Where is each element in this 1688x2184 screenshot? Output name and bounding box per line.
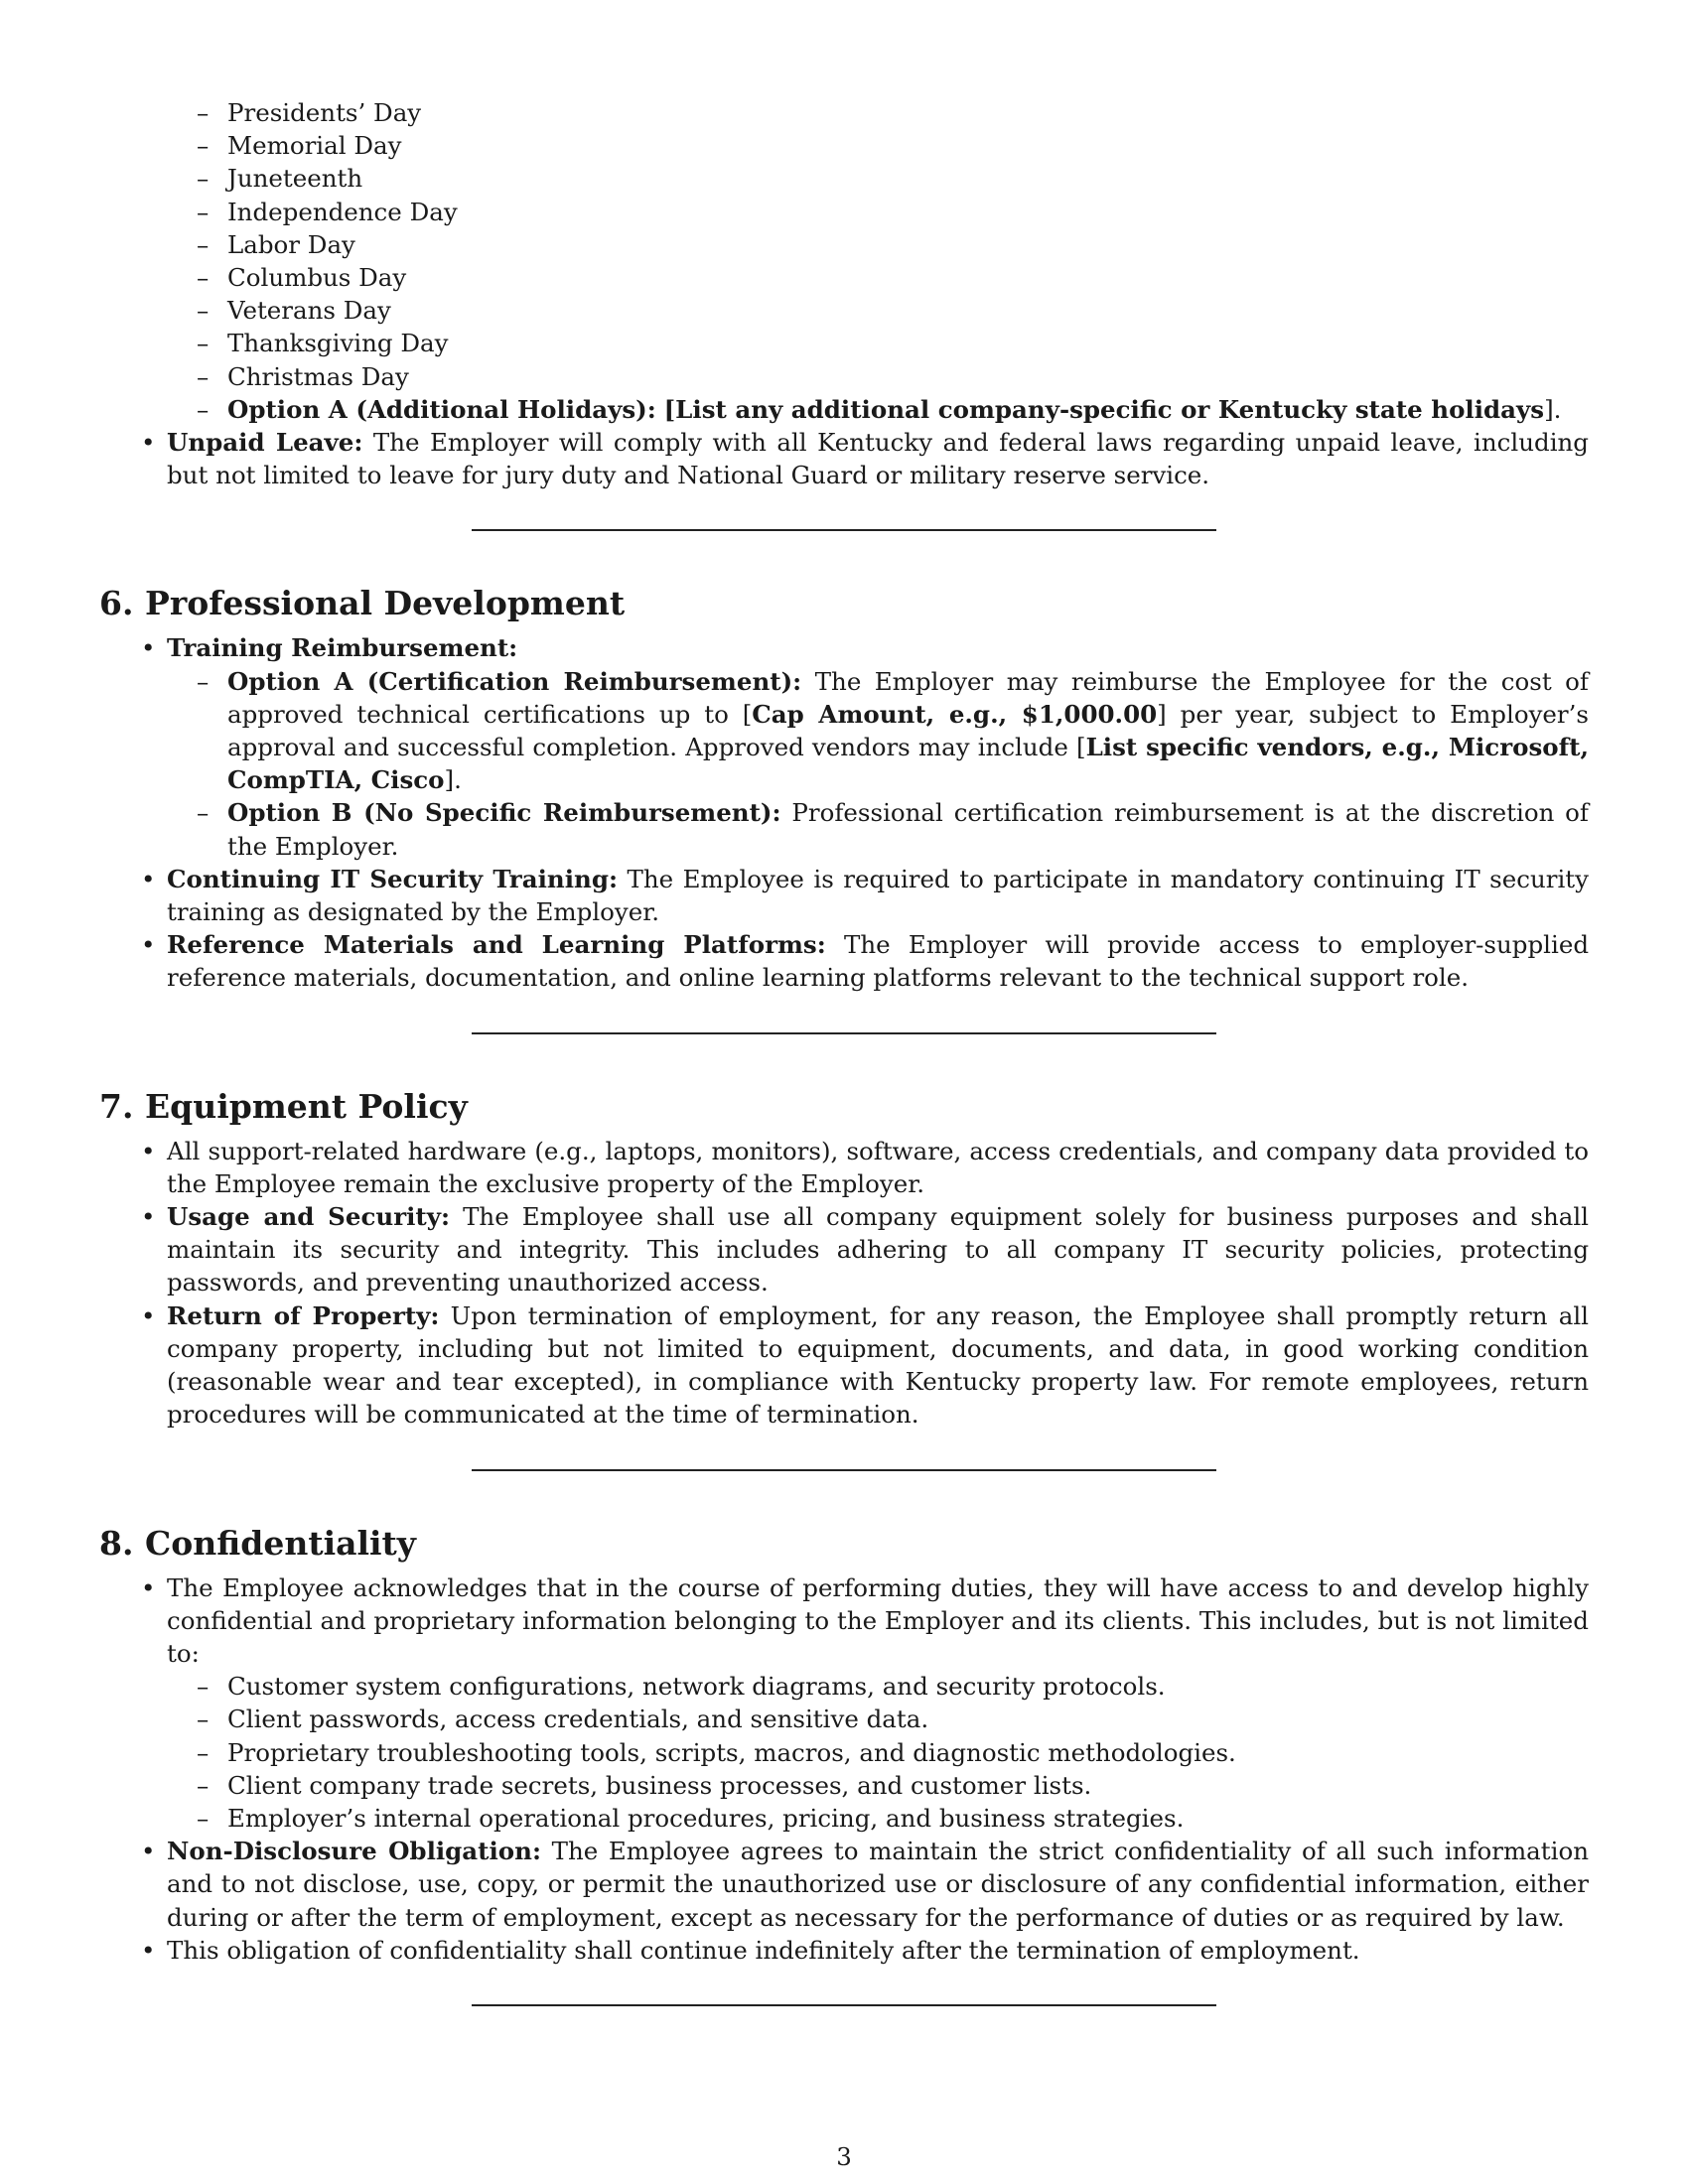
item-text: ] per year, subject to Employer’s approval and successful completion. Approved vendors may include [	[227, 699, 1589, 762]
reference-materials-item	[99, 928, 1589, 994]
list-item: – Presidents’ Day	[99, 96, 1589, 129]
list-item: – Client passwords, access credentials, and sensitive data.	[167, 1703, 1589, 1735]
option-label: Option A (Certification Reimbursement):	[227, 666, 802, 696]
list-item: – Columbus Day	[99, 261, 1589, 294]
section-heading-7	[99, 1087, 1589, 1127]
holiday-list	[99, 96, 1589, 426]
page-content	[99, 96, 1589, 2006]
cap-placeholder: Cap Amount, e.g., $1,000.00	[752, 699, 1158, 729]
confidential-info-sublist	[167, 1670, 1589, 1835]
usage-security-item	[99, 1200, 1589, 1299]
list-item: – Client company trade secrets, business processes, and customer lists.	[167, 1769, 1589, 1802]
confidential-info-item	[99, 1571, 1589, 1836]
section-heading-8	[99, 1524, 1589, 1564]
item-text: The Employee is required to participate in mandatory continuing IT security training as designated by the Employer.	[167, 864, 1589, 927]
section-number: 6.	[99, 584, 134, 623]
option-label: Option B (No Specific Reimbursement):	[227, 798, 781, 828]
option-a-item	[167, 665, 1589, 797]
list-item: – Proprietary troubleshooting tools, scripts, macros, and diagnostic methodologies.	[167, 1736, 1589, 1769]
item-text: Upon termination of employment, for any reason, the Employee shall promptly return all company property, including but not limited to equipment, documents, and data, in good working condition (reasonable wear and tear excepted), in compliance with Kentucky property law. For remote employees, return procedures will be communicated at the time of termination.	[167, 1300, 1589, 1430]
section-title: Confidentiality	[145, 1523, 416, 1563]
section-title: Equipment Policy	[145, 1086, 468, 1126]
section-6-list	[99, 631, 1589, 994]
item-label: Unpaid Leave:	[167, 428, 363, 458]
item-text: The Employee agrees to maintain the strict confidentiality of all such information and to not disclose, use, copy, or permit the unauthorized use or disclosure of any confidential information, either during or after the term of employment, except as necessary for the performance of duties or as required by law.	[167, 1837, 1589, 1932]
list-item: – Thanksgiving Day	[99, 327, 1589, 359]
item-text: The Employer may reimburse the Employee for the cost of approved technical certifications up to [	[227, 666, 1589, 729]
item-label: Continuing IT Security Training:	[167, 864, 619, 893]
bracket-open: [	[663, 394, 676, 424]
item-text: The Employee shall use all company equipment solely for business purposes and shall maintain its security and integrity. This includes adhering to all company IT security policies, protecting passwords, and preventing unauthorized access.	[167, 1202, 1590, 1297]
item-text: The Employer will provide access to employer-supplied reference materials, documentation, and online learning platforms relevant to the technical support role.	[167, 930, 1590, 993]
item-label: Reference Materials and Learning Platforms:	[167, 930, 826, 960]
section-heading-6	[99, 584, 1589, 623]
non-disclosure-item	[99, 1835, 1589, 1934]
bracket-close: ].	[1544, 394, 1562, 424]
placeholder-text: List any additional company-specific or Kentucky state holidays	[675, 394, 1545, 424]
option-label: Option A (Additional Holidays):	[227, 394, 656, 424]
item-label: Training Reimbursement:	[167, 633, 518, 663]
page-number: 3	[836, 2142, 852, 2171]
item-text: The Employer will comply with all Kentucky and federal laws regarding unpaid leave, including but not limited to leave for jury duty and National Guard or military reserve service.	[167, 428, 1589, 490]
list-item: – Employer’s internal operational procedures, pricing, and business strategies.	[167, 1802, 1589, 1835]
item-label: Usage and Security:	[167, 1202, 451, 1232]
list-item: – Christmas Day	[99, 360, 1589, 393]
section-8-list	[99, 1571, 1589, 1967]
list-item: – Memorial Day	[99, 129, 1589, 162]
holiday-option-a	[99, 393, 1589, 426]
property-item: • All support-related hardware (e.g., laptops, monitors), software, access credentials, and company data provided to the Employee remain the exclusive property of the Employer.	[99, 1135, 1589, 1200]
section-title: Professional Development	[145, 584, 626, 623]
item-text: The Employee acknowledges that in the course of performing duties, they will have access to and develop highly confidential and proprietary information belonging to the Employer and its clients. This includes, but is not limited to:	[167, 1572, 1589, 1668]
item-label: Non-Disclosure Obligation:	[167, 1837, 542, 1866]
list-item: – Labor Day	[99, 228, 1589, 261]
leave-list	[99, 426, 1589, 491]
security-training-item	[99, 863, 1589, 928]
section-number: 7.	[99, 1086, 134, 1126]
section-7-list	[99, 1135, 1589, 1432]
item-text: Professional certification reimbursement is at the discretion of the Employer.	[227, 798, 1589, 861]
unpaid-leave-item	[99, 426, 1589, 491]
section-divider	[472, 2004, 1216, 2006]
list-item: – Independence Day	[99, 196, 1589, 228]
training-options-list	[167, 665, 1589, 863]
continuation-item: • This obligation of confidentiality shall continue indefinitely after the termination of employment.	[99, 1934, 1589, 1967]
item-text: ].	[444, 765, 462, 795]
list-item: – Juneteenth	[99, 162, 1589, 195]
section-number: 8.	[99, 1523, 134, 1563]
list-item: – Customer system configurations, network diagrams, and security protocols.	[167, 1670, 1589, 1703]
option-b-item	[167, 796, 1589, 862]
vendors-placeholder: List specific vendors, e.g., Microsoft, CompTIA, Cisco	[227, 733, 1589, 795]
training-reimbursement-item	[99, 631, 1589, 862]
item-label: Return of Property:	[167, 1300, 440, 1330]
list-item: – Veterans Day	[99, 294, 1589, 327]
return-property-item	[99, 1299, 1589, 1432]
